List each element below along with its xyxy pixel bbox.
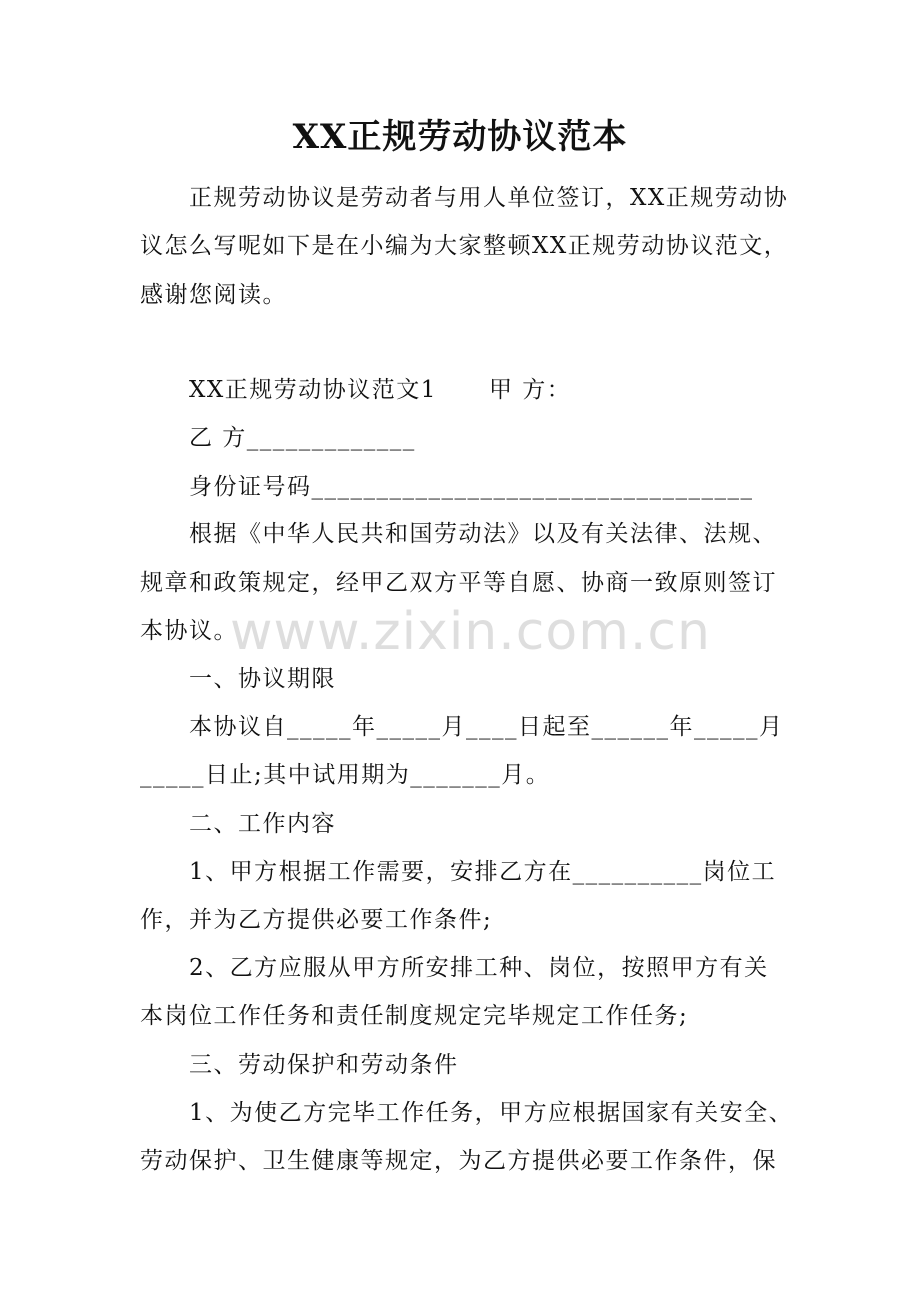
paragraph-line: 1、为使乙方完毕工作任务，甲方应根据国家有关安全、 (189, 1100, 794, 1126)
watermark-text: www.zixin.com.cn (230, 602, 711, 662)
party-a-label: 甲 方： (489, 377, 572, 403)
paragraph-line: 感谢您阅读。 (140, 282, 287, 308)
paragraph-line: 作，并为乙方提供必要工作条件; (140, 907, 493, 933)
paragraph-line: 本协议。 (140, 618, 238, 644)
paragraph-line: 规章和政策规定，经甲乙双方平等自愿、协商一致原则签订 (140, 570, 777, 596)
section-heading: 二、工作内容 (189, 811, 336, 837)
id-number-field: 身份证号码__________________________________ (189, 474, 754, 500)
section-heading: 三、劳动保护和劳动条件 (189, 1052, 459, 1078)
party-b-field: 乙 方_____________ (189, 425, 416, 451)
section-heading: XX正规劳动协议范文1 (189, 377, 437, 403)
paragraph-line: _____日止;其中试用期为_______月。 (140, 762, 551, 788)
paragraph-line: 正规劳动协议是劳动者与用人单位签订，XX正规劳动协 (189, 185, 789, 211)
paragraph-line: 1、甲方根据工作需要，安排乙方在__________岗位工 (189, 859, 777, 885)
document-title: XX正规劳动协议范本 (292, 117, 628, 157)
paragraph-line: 议怎么写呢如下是在小编为大家整顿XX正规劳动协议范文， (140, 233, 789, 259)
paragraph-line: 2、乙方应服从甲方所安排工种、岗位，按照甲方有关 (189, 955, 769, 981)
paragraph-line: 根据《中华人民共和国劳动法》以及有关法律、法规、 (189, 521, 777, 547)
paragraph-line: 本岗位工作任务和责任制度规定完毕规定工作任务; (140, 1003, 689, 1029)
paragraph-line: 劳动保护、卫生健康等规定，为乙方提供必要工作条件，保 (140, 1148, 777, 1174)
section-heading: 一、协议期限 (189, 666, 336, 692)
paragraph-line: 本协议自_____年_____月____日起至______年_____月 (189, 714, 784, 740)
